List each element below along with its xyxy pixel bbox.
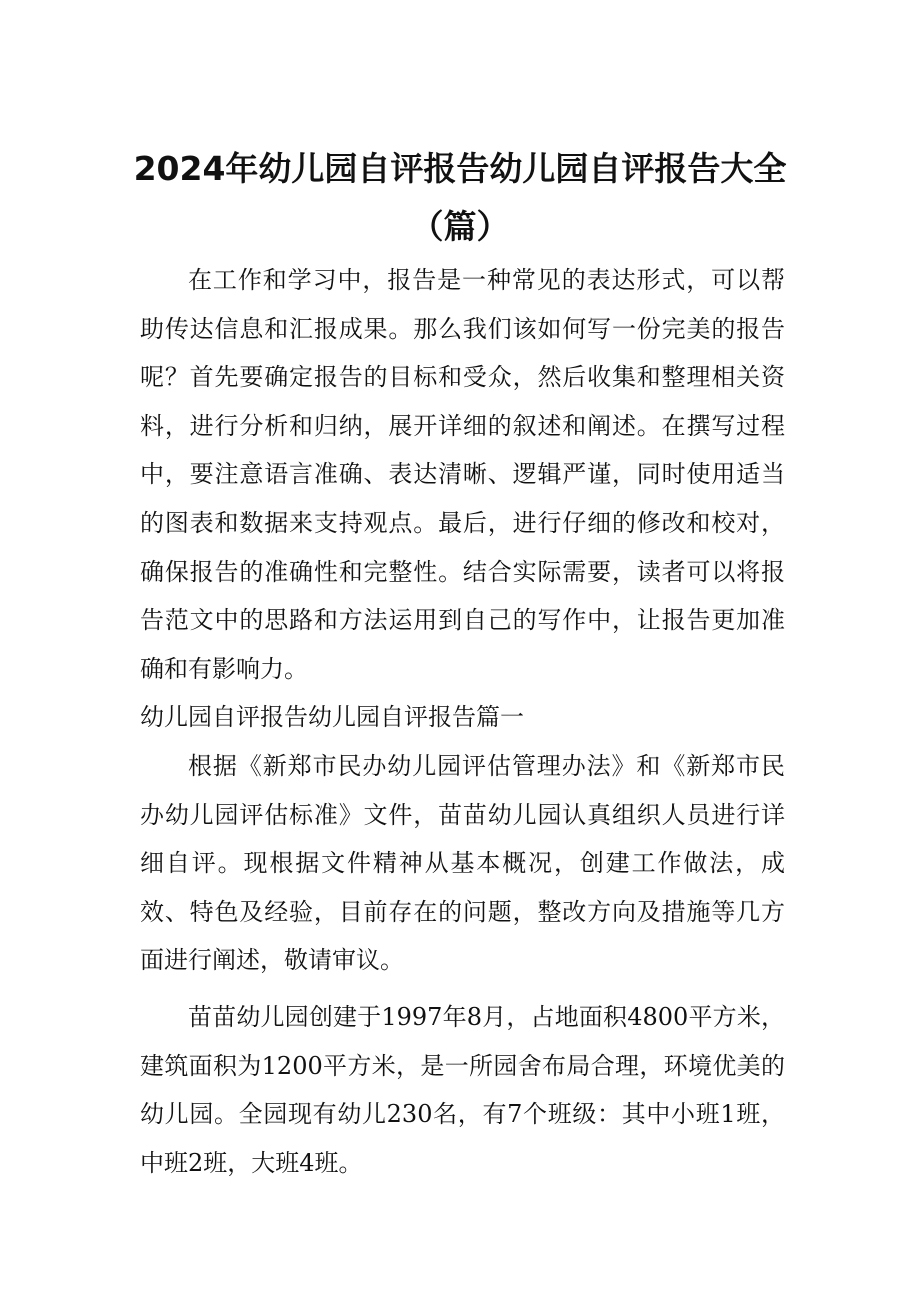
body-paragraph-2: 苗苗幼儿园创建于1997年8月，占地面积4800平方米，建筑面积为1200平方米，是一所园舍布局合理，环境优美的幼儿园。全园现有幼儿230名，有7个班级：其中小班1班，中班2班，大班4班。 [140,1002,785,1177]
document-body [140,256,785,1187]
document-title: 2024年幼儿园自评报告幼儿园自评报告大全（篇） [133,149,787,246]
body-paragraph-1: 根据《新郑市民办幼儿园评估管理办法》和《新郑市民办幼儿园评估标准》文件，苗苗幼儿园认真组织人员进行详细自评。现根据文件精神从基本概况，创建工作做法，成效、特色及经验，目前存在的问题，整改方向及措施等几方面进行阐述，敬请审议。 [140,751,785,975]
section-heading: 幼儿园自评报告幼儿园自评报告篇一 [140,703,524,732]
intro-paragraph: 在工作和学习中，报告是一种常见的表达形式，可以帮助传达信息和汇报成果。那么我们该如何写一份完美的报告呢？首先要确定报告的目标和受众，然后收集和整理相关资料，进行分析和归纳，展开详细的叙述和阐述。在撰写过程中，要注意语言准确、表达清晰、逻辑严谨，同时使用适当的图表和数据来支持观点。最后，进行仔细的修改和校对，确保报告的准确性和完整性。结合实际需要，读者可以将报告范文中的思路和方法运用到自己的写作中，让报告更加准确和有影响力。 [140,266,785,683]
